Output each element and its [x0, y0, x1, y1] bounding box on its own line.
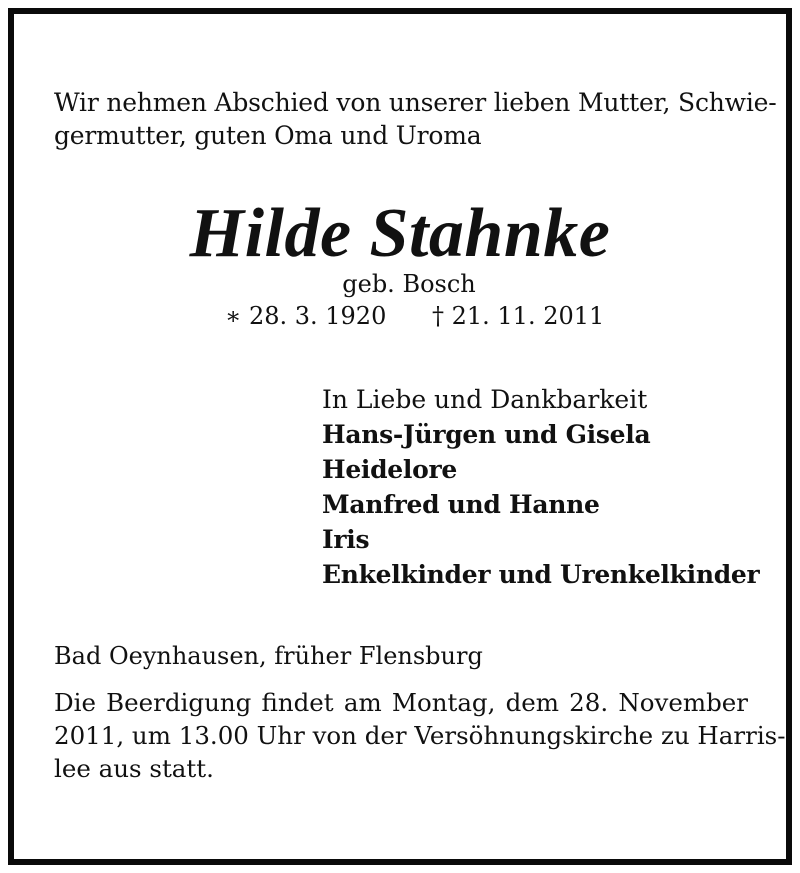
funeral-line: lee aus statt. [54, 754, 214, 783]
birth-date: ∗ 28. 3. 1920 [225, 302, 387, 330]
mourners-heading: In Liebe und Dankbarkeit [322, 385, 648, 414]
death-date: † 21. 11. 2011 [431, 302, 605, 330]
mourners-block [322, 382, 782, 592]
mourner-name: Hans-Jürgen und Gisela [322, 420, 651, 449]
mourner-name: Heidelore [322, 455, 457, 484]
funeral-info [54, 686, 786, 785]
intro-line: germutter, guten Oma und Uroma [54, 121, 482, 150]
intro-line: Wir nehmen Abschied von unserer lieben Mutter, Schwie- [54, 88, 777, 117]
intro-text [54, 86, 777, 152]
mourner-name: Manfred und Hanne [322, 490, 600, 519]
life-dates [225, 301, 605, 331]
mourner-name: Enkelkinder und Urenkelkinder [322, 560, 760, 589]
funeral-line: Die Beerdigung findet am Montag, dem 28. November [54, 688, 748, 717]
mourner-name: Iris [322, 525, 370, 554]
funeral-line: 2011, um 13.00 Uhr von der Versöhnungskirche zu Harris- [54, 721, 786, 750]
deceased-name: Hilde Stahnke [189, 195, 611, 272]
place-line: Bad Oeynhausen, früher Flensburg [54, 642, 483, 670]
maiden-name: geb. Bosch [342, 270, 476, 298]
